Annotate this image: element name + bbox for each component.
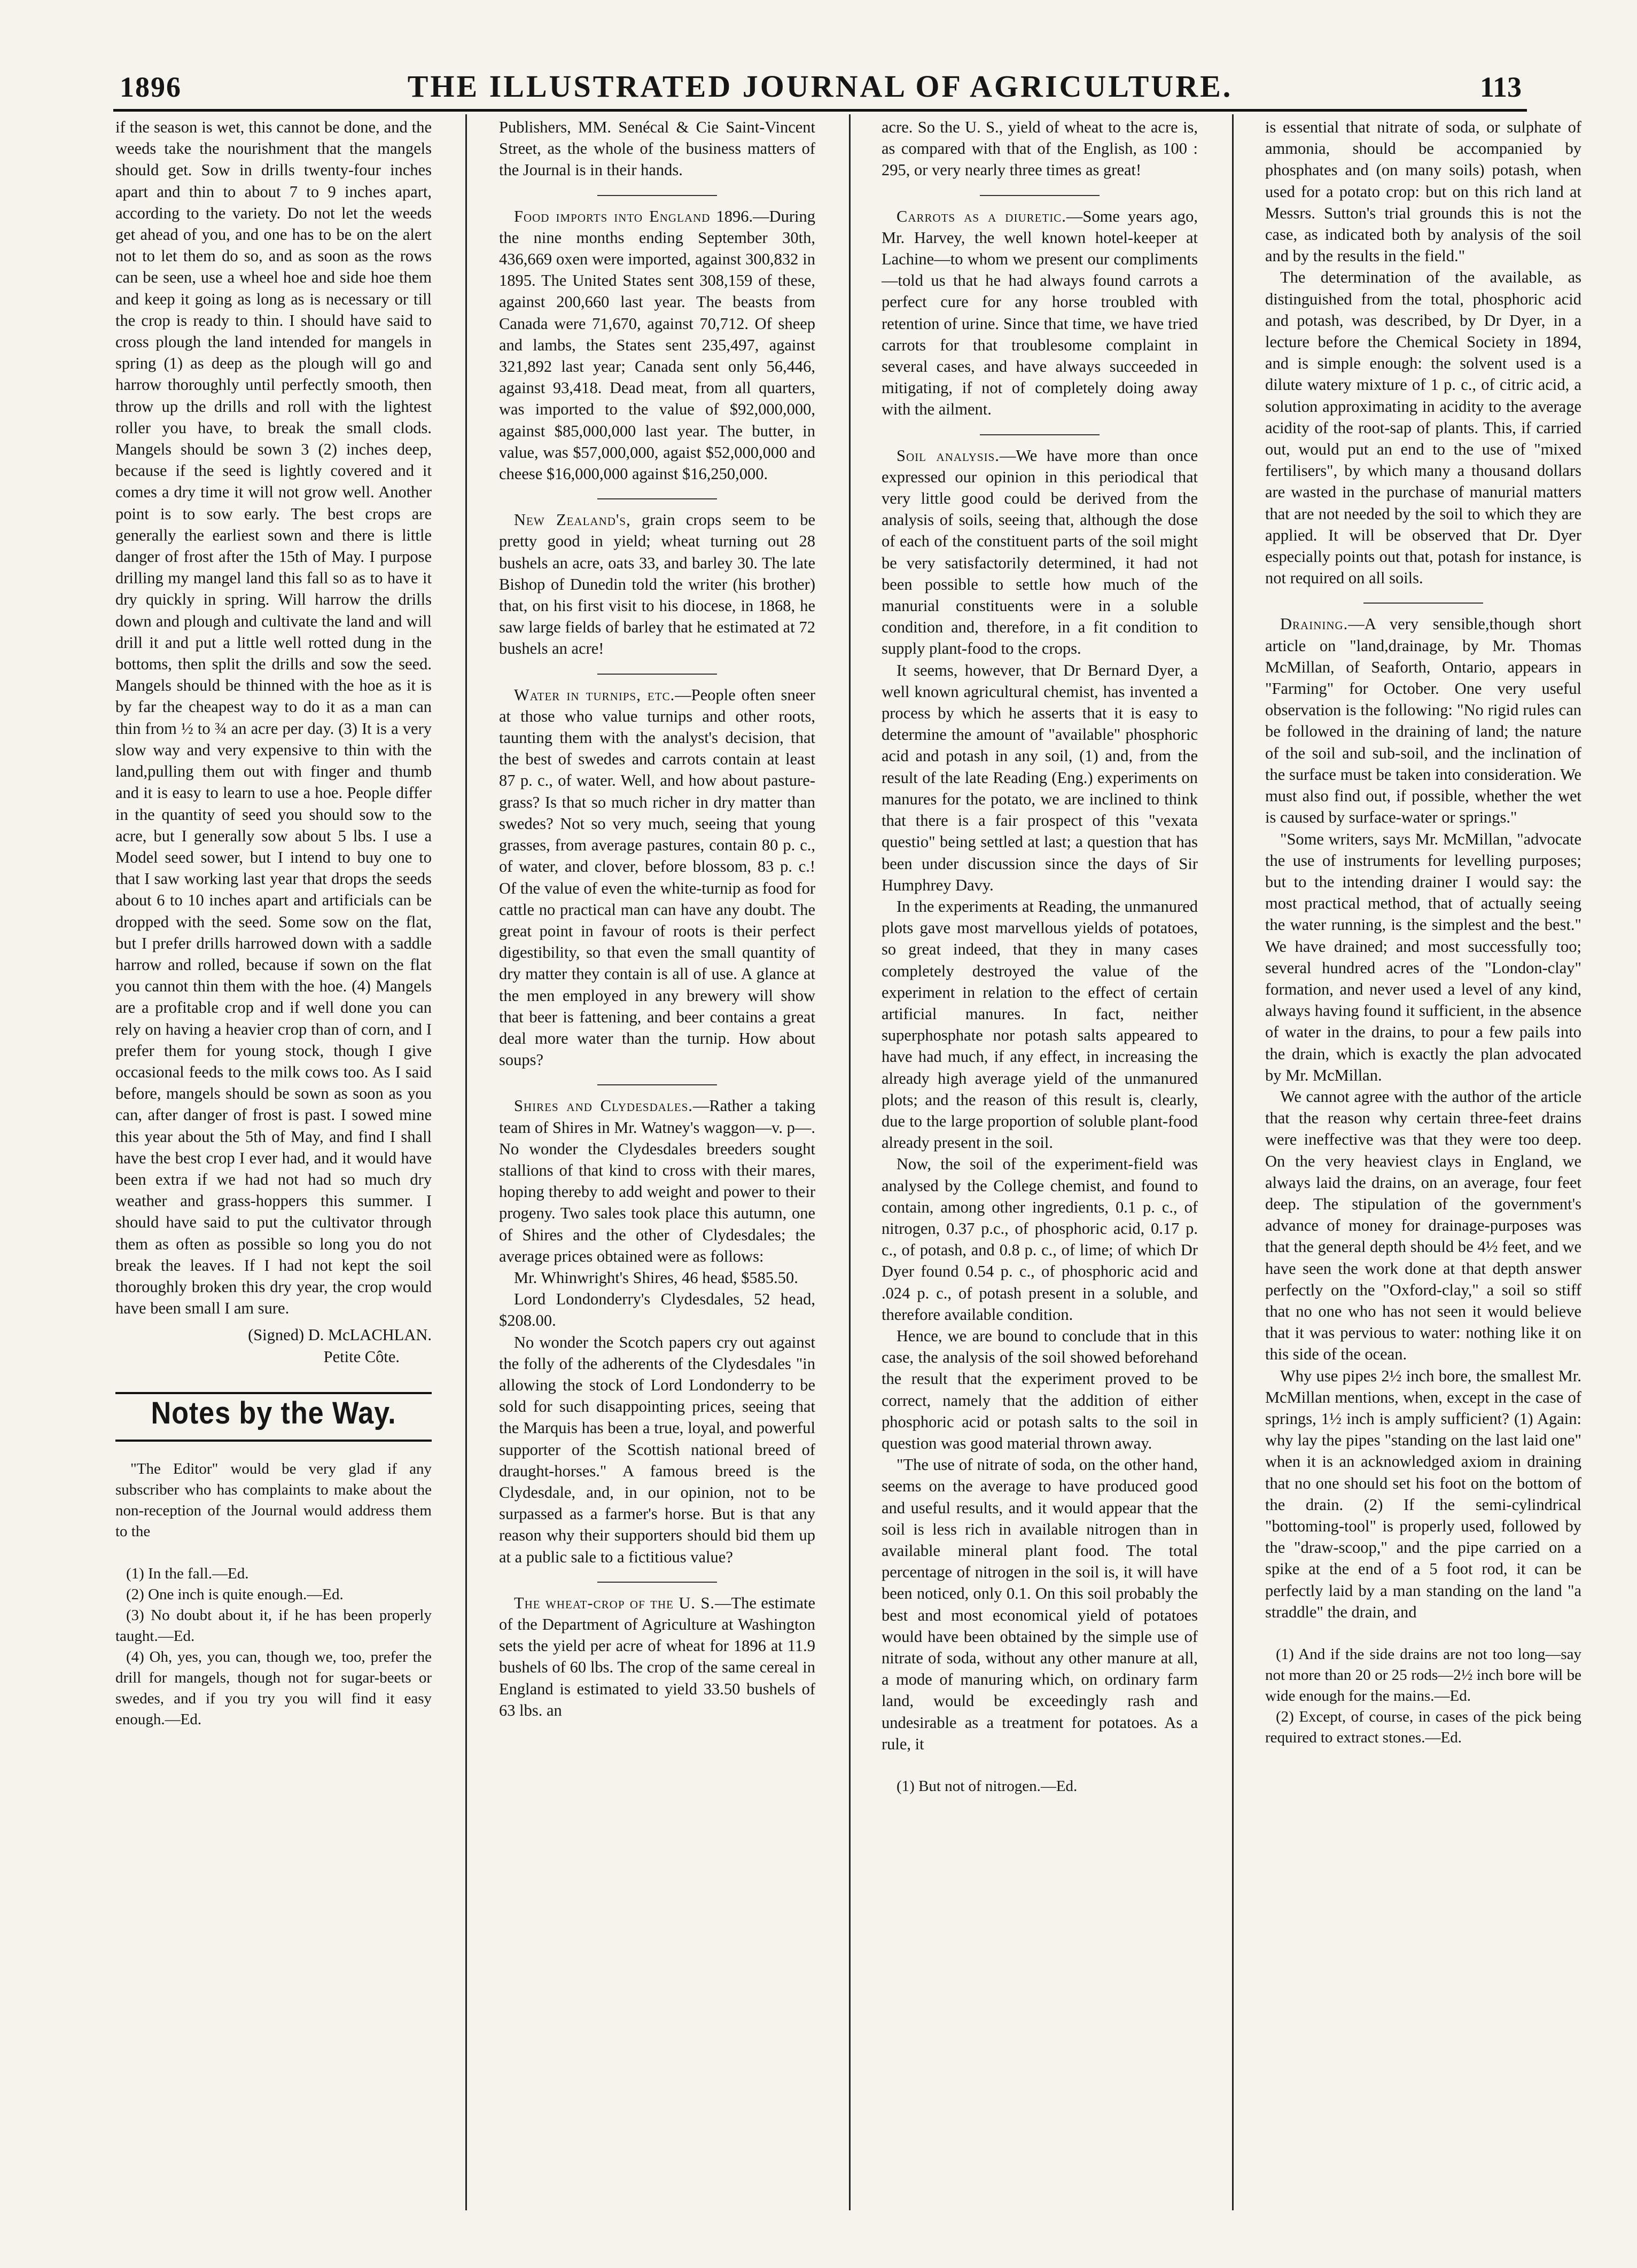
article-text: "The use of nitrate of soda, on the other hand, seems on the average to have produced good and useful results, and it would appear that the soil is less rich in available nitrogen than in available mineral plant food. The total percentage of nitrogen in the soil is, it will have been noticed, only 0.1. On this soil probably the best and most economical yield of potatoes would have been obtained by the simple use of nitrate of soda, without any other manure at all, a mode of manuring which, on ordinary farm land, would be exceedingly rash and undesirable as a treatment for potatoes. As a rule, it [882, 1456, 1198, 1753]
notes-intro: "The Editor" would be very glad if any subscriber who has complaints to make about the non-reception of the Journal would address them to the [115, 1460, 432, 1540]
journal-title: THE ILLUSTRATED JOURNAL OF AGRICULTURE. [407, 69, 1233, 104]
article-text: No wonder the Scotch papers cry out against the folly of the adherents of the Clydesdales "in allowing the stock of Lord Londonderry to be sold for such disappointing prices, seeing that the Marquis has been a true, loyal, and powerful supporter of the Scottish national breed of draught-horses." A famous breed is the Clydesdale, and, in our opinion, not to be surpassed as a farmer's horse. But is that any reason why their supporters should bid them up at a public sale to a fictitious value? [499, 1333, 815, 1566]
signature: (Signed) D. McLACHLAN. [248, 1326, 432, 1344]
article [499, 509, 815, 659]
footnote: (1) In the fall.—Ed. [126, 1565, 249, 1582]
article-text: The determination of the available, as distinguished from the total, phosphoric acid and potash, was described, by Dr Dyer, in a lecture before the Chemical Society in 1894, and is simple enough: the solvent used is a dilute watery mixture of 1 p. c., of citric acid, a solution approximating in acidity to the average acidity of the root-sap of plants. This, if carried out, would put an end to the use of "mixed fertilisers", by which many a thousand dollars are wasted in the purchase of manurial matters that are not needed by the soil to which they are applied. It will be observed that Dr. Dyer especially points out that, potash for instance, is not required on all soils. [1265, 268, 1581, 588]
article [882, 206, 1198, 420]
article-text: We cannot agree with the author of the article that the reason why certain three-feet drains were ineffective was that they were too deep. On the very heaviest clays in England, we always laid the drains, on an average, four feet deep. The stipulation of the government's advance of money for drainage-purposes was that the general depth should be 4½ feet, and we have seen the work done at that depth answer perfectly on the "Oxford-clay," a soil so stiff that no one who has not seen it would believe that it was pervious to water: nothing like it on this side of the ocean. [1265, 1087, 1581, 1364]
article-text: Hence, we are bound to conclude that in this case, the analysis of the soil showed beforehand the result that the experiment proved to be correct, namely that the addition of either phosphoric acid or potash salts to the soil in question was good material thrown away. [882, 1326, 1198, 1452]
article-text: —We have more than once expressed our opinion in this periodical that very little good could be derived from the analysis of soils, seeing that, although the dose of each of the constituent parts of the soil might be very satisfactorily determined, it had not been possible to settle how much of the manurial constituents were in a soluble condition and, therefore, in a fit condition to supply plant-food to the crops. [882, 446, 1198, 658]
footnote: (1) But not of nitrogen.—Ed. [897, 1778, 1078, 1795]
article-separator [597, 674, 718, 675]
article-separator [597, 195, 718, 196]
column-1 [115, 116, 432, 2210]
article-text: In the experiments at Reading, the unmanured plots gave most marvellous yields of potatoes, so great indeed, that they in many cases completely destroyed the value of the experiment in relation to the effect of certain artificial manures. In fact, neither superphosphate nor potash salts appeared to have had much, if any effect, in increasing the already high average yield of the unmanured plots; and the reason of this result is, clearly, due to the large proportion of soluble plant-food already present in the soil. [882, 897, 1198, 1152]
article-heading: Soil analysis. [897, 446, 1000, 465]
article [499, 1592, 815, 1721]
article-heading: New Zealand's, [514, 511, 631, 529]
article-text: —A very sensible,though short article on "land,drainage, by Mr. Thomas McMillan, of Seaforth, Ontario, appears in "Farming" for October. One very useful observation is the following: "No rigid rules can be followed in the draining of land; the nature of the soil and sub-soil, and the inclination of the surface must be taken into consideration. We must also find out, if possible, whether the wet is caused by surface-water or springs." [1265, 615, 1581, 827]
article-text: Mr. Whinwright's Shires, 46 head, $585.50. [514, 1268, 798, 1287]
article-text: is essential that nitrate of soda, or sulphate of ammonia, should be accompanied by phosphates and (on many soils) potash, when used for a potato crop: but on this rich land at Messrs. Sutton's trial grounds this is not the case, as indicated both by analysis of the soil and by the results in the field." [1265, 118, 1581, 265]
article-separator [597, 1582, 718, 1583]
article-separator [597, 498, 718, 499]
footnote: (3) No doubt about it, if he has been properly taught.—Ed. [115, 1606, 432, 1645]
article-text: It seems, however, that Dr Bernard Dyer, a well known agricultural chemist, has invented a process by which he asserts that it is easy to determine the amount of "available" phosphoric acid and potash in any soil, (1) and, from the result of the late Reading (Eng.) experiments on manures for the potato, we are inclined to think that there is a fair prospect of this "vexata questio" being settled at last; a question that has been under discussion since the days of Sir Humphrey Davy. [882, 661, 1198, 894]
signature-place: Petite Côte. [323, 1347, 400, 1366]
article [499, 206, 815, 485]
article-heading: The wheat-crop of the U. S. [514, 1593, 715, 1612]
footnote: (1) And if the side drains are not too long—say not more than 20 or 25 rods—2½ inch bore will be wide enough for the mains.—Ed. [1265, 1646, 1581, 1705]
article [1265, 613, 1581, 828]
page-number: 113 [1479, 71, 1522, 103]
article [882, 445, 1198, 660]
article-separator [980, 434, 1100, 435]
footnote: (4) Oh, yes, you can, though we, too, prefer the drill for mangels, though not for sugar-beets or swedes, and if you try you will find it easy enough.—Ed. [115, 1648, 432, 1728]
footnote: (2) Except, of course, in cases of the pick being required to extract stones.—Ed. [1265, 1708, 1581, 1747]
column-2 [499, 116, 815, 2210]
header-year: 1896 [120, 71, 182, 103]
column-divider [465, 114, 467, 2210]
column-divider [849, 114, 851, 2210]
article-text: 1896.—During the nine months ending September 30th, 436,669 oxen were imported, against 300,832 in 1895. The United States sent 308,159 of these, against 200,660 last year. The beasts from Canada were 71,670, against 70,712. Of sheep and lambs, the States sent 235,497, against 321,892 last year; Canada sent only 56,446, against 93,418. Dead meat, from all quarters, was imported to the value of $92,000,000, against $85,000,000 last year. The butter, in value, was $57,000,000, agaist $52,000,000 and cheese $16,000,000 against $16,250,000. [499, 207, 815, 483]
article-text: Why use pipes 2½ inch bore, the smallest Mr. McMillan mentions, when, except in the case of springs, 1½ inch is amply sufficient? (1) Again: why lay the pipes "standing on the last laid one" when it is an acknowledged axiom in draining that no one should set his foot on the bottom of the drain. (2) If the semi-cylindrical "bottoming-tool" is properly used, followed by the "draw-scoop," and the pipe carried on a spike at the end of a 5 foot rod, it can be perfectly laid by a man standing on the land "a straddle" the drain, and [1265, 1366, 1581, 1621]
header-rule [113, 109, 1527, 112]
section-heading-box [115, 1392, 432, 1442]
article [499, 684, 815, 1071]
article-text: —People often sneer at those who value turnips and other roots, taunting them with the analyst's decision, that the best of swedes and carrots contain at least 87 p. c., of water. Well, and how about pasture-grass? Is that so much richer in dry matter than swedes? Not so very much, seeing that young grasses, from average pastures, contain 80 p. c., of water, and clover, before blossom, 83 p. c.! Of the value of even the white-turnip as food for cattle no practical man can have any doubt. The great point in favour of roots is their perfect digestibility, so that even the small quantity of dry matter they contain is all of use. A glance at the men employed in any brewery will show that beer is fattening, and beer contains a great deal more water than the turnip. How about soups? [499, 685, 815, 1069]
notes-heading: Notes by the Way. [151, 1395, 396, 1430]
article-text: grain crops seem to be pretty good in yield; wheat turning out 28 bushels an acre, oats 33, and barley 30. The late Bishop of Dunedin told the writer (his brother) that, on his first visit to his diocese, in 1868, he saw large fields of barley that he estimated at 72 bushels an acre! [499, 511, 815, 658]
article [499, 1095, 815, 1267]
article-heading: Water in turnips, etc. [514, 685, 675, 704]
article-heading: Food imports into England [514, 207, 711, 225]
article-text: acre. So the U. S., yield of wheat to the acre is, as compared with that of the English, as 100 : 295, or very nearly three times as great! [882, 118, 1198, 179]
article-text: Lord Londonderry's Clydesdales, 52 head, $208.00. [499, 1290, 815, 1330]
column-3 [882, 116, 1198, 2210]
article-text: —The estimate of the Department of Agriculture at Washington sets the yield per acre of wheat for 1896 at 11.9 bushels of 60 lbs. The crop of the same cereal in England is estimated to yield 33.50 bushels of 63 lbs. an [499, 1593, 815, 1719]
article-heading: Shires and Clydesdales. [514, 1097, 693, 1115]
article-separator [597, 1084, 718, 1085]
article-separator [1363, 603, 1484, 604]
column-4 [1265, 116, 1581, 2210]
article-text: —Rather a taking team of Shires in Mr. Watney's waggon—v. p—. No wonder the Clydesdales breeders sought stallions of that kind to cross with their mares, hoping thereby to add weight and power to their progeny. Two sales took place this autumn, one of Shires and the other of Clydesdales; the average prices obtained were as follows: [499, 1097, 815, 1265]
article-heading: Carrots as a diuretic. [897, 207, 1066, 225]
article-text: "Some writers, says Mr. McMillan, "advocate the use of instruments for levelling purposes; but to the intending drainer I would say: the most practical method, that of actually seeing the water running, is the simplest and the best." We have drained; and most successfully too; several hundred acres of the "London-clay" formation, and never used a level of any kind, always having found it sufficient, in the absence of water in the drains, to pour a few pails into the drain, which is exactly the plan advocated by Mr. McMillan. [1265, 830, 1581, 1084]
article-heading: Draining. [1280, 615, 1348, 634]
article-text: if the season is wet, this cannot be done, and the weeds take the nourishment that the mangels should get. Sow in drills twenty-four inches apart and thin to about 7 to 9 inches apart, according to the variety. Do not let the weeds get ahead of you, and one has to be on the alert not to let them do so, and as soon as the rows can be seen, use a wheel hoe and side hoe them and keep it going as long as is necessary or till the crop is ready to thin. I should have said to cross plough the land intended for mangels in spring (1) as deep as the plough will go and harrow thoroughly until perfectly smooth, then throw up the drills and roll with the lightest roller you have, to break the small clods. Mangels should be sown 3 (2) inches deep, because if the seed is lightly covered and it comes a dry time it will not grow well. Another point is to sow early. The best crops are generally the earliest sown and there is little danger of frost after the 15th of May. I purpose drilling my mangel land this fall so as to have it dry quickly in spring. Will harrow the drills down and plough and cultivate the land and will drill it and put a little well rotted dung in the bottoms, then split the drills and sow the seed. Mangels should be thinned with the hoe as it is by far the cheapest way to do it as a man can thin from ½ to ¾ an acre per day. (3) It is a very slow way and very expensive to thin with the land,pulling them out with finger and thumb and it is easy to learn to use a hoe. People differ in the quantity of seed you should sow to the acre, but I generally sow about 5 lbs. I use a Model seed sower, but I intend to buy one to that I saw working last year that drops the seeds about 6 to 10 inches apart and artificials can be dropped with the seed. Some sow on the flat, but I prefer drills harrowed down with a saddle harrow and rolled, because if sown on the flat you cannot thin them with the hoe. (4) Mangels are a profitable crop and if well done you can rely on having a heavier crop than of corn, and I prefer them for young stock, though I give occasional feeds to the milk cows too. As I said before, mangels should be sown as soon as you can, after danger of frost is past. I sowed mine this year about the 5th of May, and find I shall have the best crop I ever had, and it would have been extra if we had not had so much dry weather and grass-hoppers this summer. I should have said to put the cultivator through them as often as possible so long you do not break the leaves. If I had not kept the soil thoroughly broken this dry year, the crop would have been small I am sure. [115, 118, 432, 1318]
page-header [113, 59, 1527, 108]
column-divider [1232, 114, 1234, 2210]
article-separator [980, 195, 1100, 196]
article-text: Now, the soil of the experiment-field was analysed by the College chemist, and found to contain, among other ingredients, 0.1 p. c., of nitrogen, 0.37 p.c., of phosphoric acid, 0.17 p. c., of potash, and 0.8 p. c., of lime; of which Dr Dyer found 0.54 p. c., of phosphoric acid and .024 p. c., of potash present in a soluble, and therefore available condition. [882, 1155, 1198, 1324]
footnote: (2) One inch is quite enough.—Ed. [126, 1585, 344, 1603]
article-text: Publishers, MM. Senécal & Cie Saint-Vincent Street, as the whole of the business matters of the Journal is in their hands. [499, 118, 815, 179]
article-text: —Some years ago, Mr. Harvey, the well known hotel-keeper at Lachine—to whom we present our compliments—told us that he had always found carrots a perfect cure for any horse troubled with retention of urine. Since that time, we have tried carrots for that troublesome complaint in several cases, and have always succeeded in mitigating, if not of completely doing away with the ailment. [882, 207, 1198, 419]
